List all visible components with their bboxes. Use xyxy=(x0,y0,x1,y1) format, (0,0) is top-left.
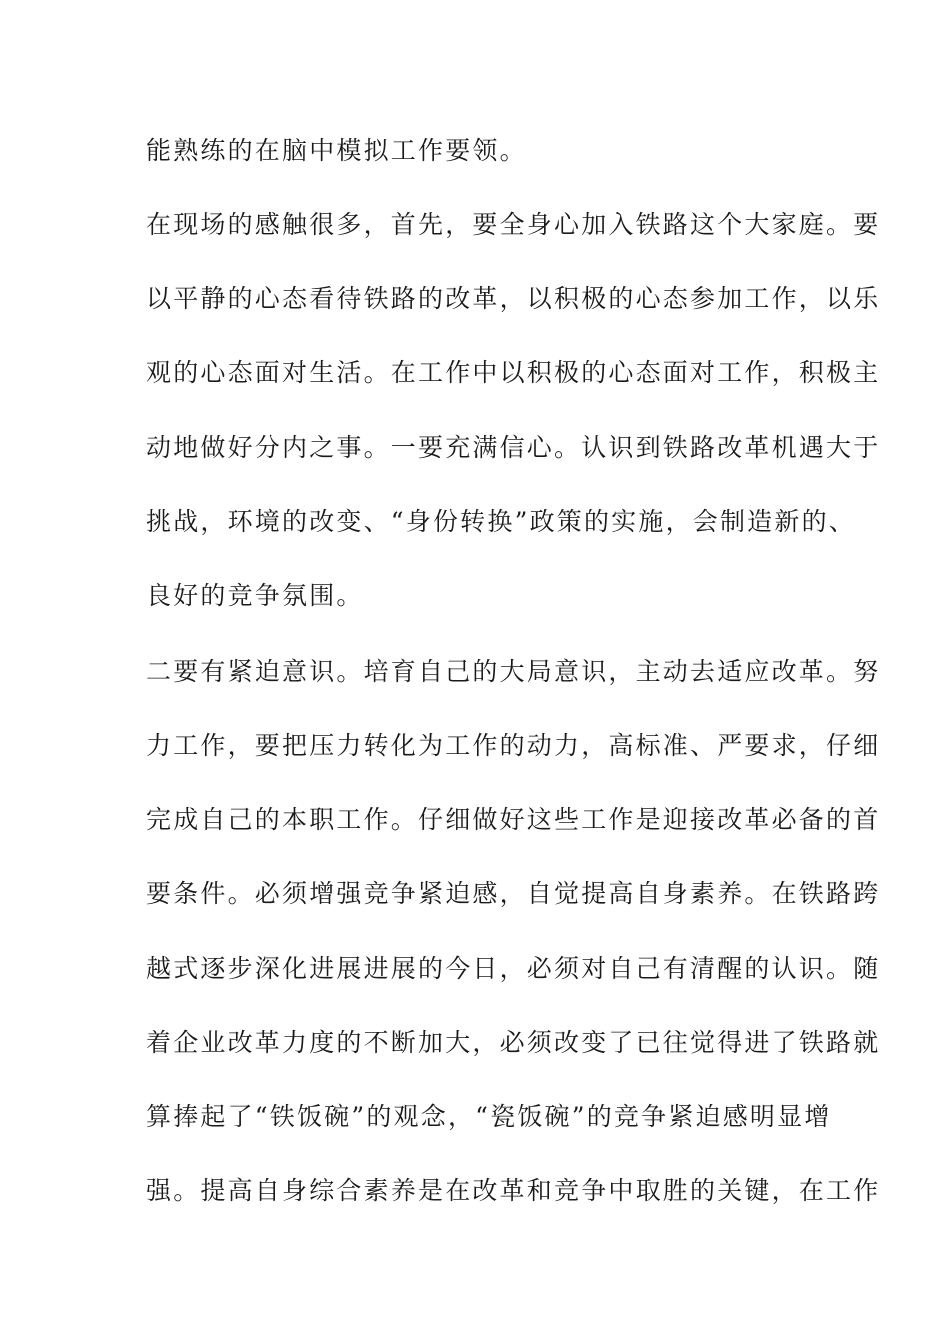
text-line: 以平静的心态看待铁路的改革，以积极的心态参加工作，以乐 xyxy=(146,284,881,313)
text-line: 观的心态面对生活。在工作中以积极的心态面对工作，积极主 xyxy=(146,358,881,387)
text-line: 挑战，环境的改变、“身份转换”政策的实施，会制造新的、 xyxy=(146,507,856,536)
text-line: 二要有紧迫意识。培育自己的大局意识，主动去适应改革。努 xyxy=(146,657,881,686)
text-line: 能熟练的在脑中模拟工作要领。 xyxy=(146,136,527,165)
text-line: 力工作，要把压力转化为工作的动力，高标准、严要求，仔细 xyxy=(146,731,881,760)
text-line: 动地做好分内之事。一要充满信心。认识到铁路改革机遇大于 xyxy=(146,433,881,462)
text-line: 算捧起了“铁饭碗”的观念，“瓷饭碗”的竞争紧迫感明显增 xyxy=(146,1102,832,1131)
text-line: 完成自己的本职工作。仔细做好这些工作是迎接改革必备的首 xyxy=(146,805,881,834)
text-line: 在现场的感触很多，首先，要全身心加入铁路这个大家庭。要 xyxy=(146,210,881,239)
text-line: 越式逐步深化进展进展的今日，必须对自己有清醒的认识。随 xyxy=(146,954,881,983)
text-line: 着企业改革力度的不断加大，必须改变了已往觉得进了铁路就 xyxy=(146,1028,881,1057)
text-line: 良好的竞争氛围。 xyxy=(146,581,364,610)
text-line: 强。提高自身综合素养是在改革和竞争中取胜的关键，在工作 xyxy=(146,1176,881,1205)
text-line: 要条件。必须增强竞争紧迫感，自觉提高自身素养。在铁路跨 xyxy=(146,879,881,908)
